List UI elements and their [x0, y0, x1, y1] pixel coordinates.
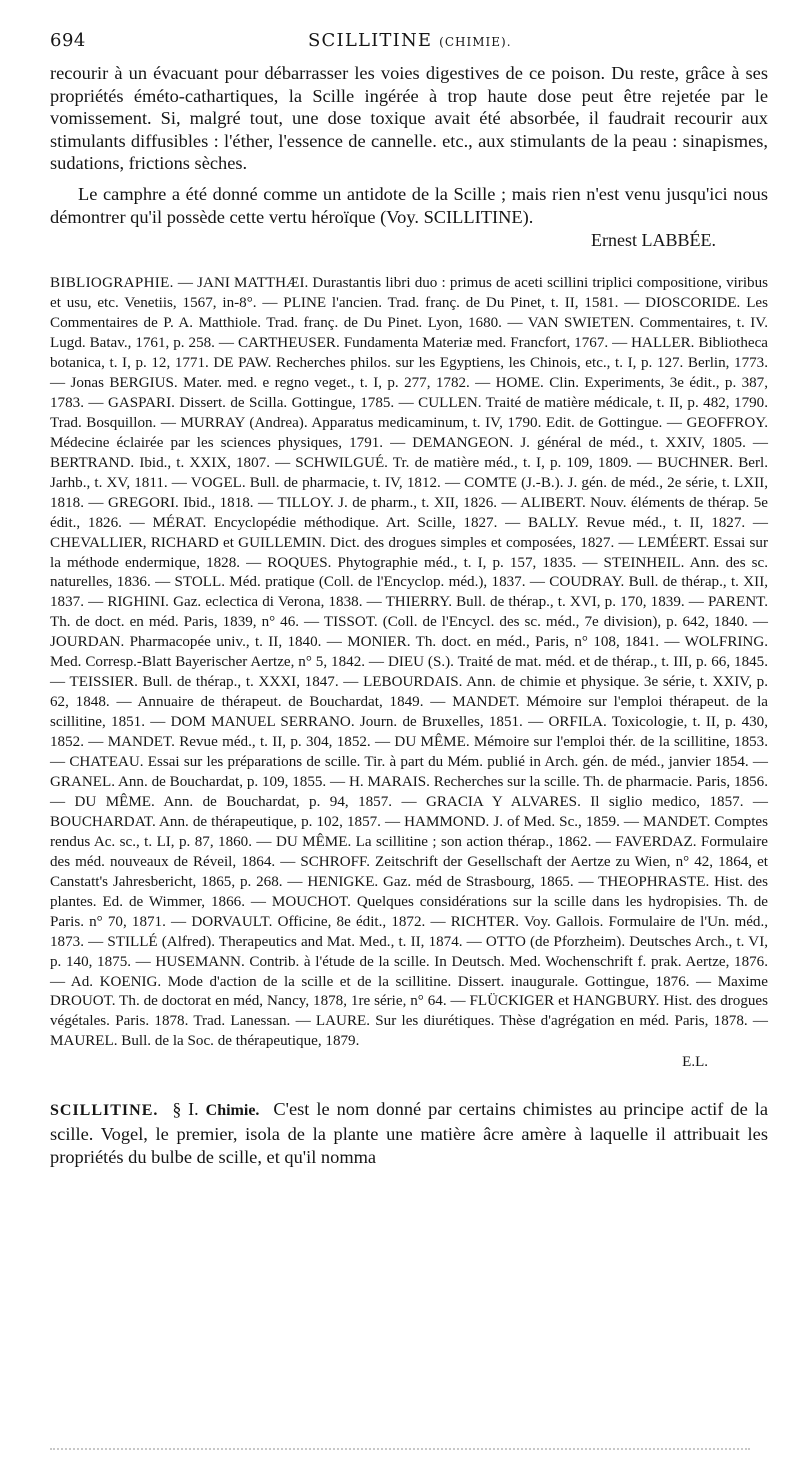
author-signature: Ernest LABBÉE. — [591, 230, 716, 251]
bibliography-label: BIBLIOGRAPHIE. — [50, 275, 174, 292]
bibliography — [50, 274, 768, 1052]
running-head-title: SCILLITINE — [308, 30, 433, 51]
footer-rule — [50, 1448, 750, 1450]
article-text: C'est le nom donné par certains chimistes au principe actif de la scille. Vogel, le premier, isola de la plante une matière âcre amère à laquelle il attribuait les propriétés du bulbe de scille, et qu'il nomma — [50, 1099, 768, 1167]
bibliography-signature: E.L. — [682, 1054, 708, 1071]
article-sub-head: Chimie. — [205, 1102, 260, 1120]
page-number: 694 — [50, 30, 86, 51]
section-mark: § I. — [172, 1099, 199, 1120]
running-head-subtitle: (CHIMIE). — [439, 35, 512, 49]
paragraph-antidote: Le camphre a été donné comme un antidote de la Scille ; mais rien n'est venu jusqu'ici nous démontrer qu'il possède cette vertu héroïque (Voy. SCILLITINE). — [50, 183, 768, 227]
article-scillitine — [50, 1098, 768, 1168]
page-header — [50, 26, 768, 62]
paragraph-continuation: recourir à un évacuant pour débarrasser les voies digestives de ce poison. Du reste, grâce à ses propriétés éméto-cathartiques, la Scille ingérée à trop haute dose peut être rejetée par le vomissement. Si, malgré tout, une dose toxique avait été absorbée, il faudrait recourir aux stimulants diffusibles : l'éther, l'essence de cannelle. etc., aux stimulants de la peau : sinapismes, sudations, frictions sèches. — [50, 63, 768, 174]
bibliography-text: — JANI MATTHÆI. Durastantis libri duo : primus de aceti scillini triplici compositione, viribus et usu, etc. Venetiis, 1567, in-8°. — PLINE l'ancien. Trad. franç. de Du Pinet, t. II, 1581. — DIOSCORIDE. Les Commentaires de P. A. Matthiole. Trad. franç. de Du Pinet. Lyon, 1680. — VAN SWIETEN. Commentaires, t. IV. Lugd. Batav., 1761, p. 258. — CARTHEUSER. Fundamenta Materiæ med. Francfort, 1767. — HALLER. Bibliotheca botanica, t. I, p. 12, 1771. DE PAW. Recherches philos. sur les Egyptiens, les Chinois, etc., t. I, p. 127. Berlin, 1773. — Jonas BERGIUS. Mater. med. e regno veget., t. I, p. 277, 1782. — HOME. Clin. Experiments, 3e édit., p. 387, 1783. — GASPARI. Dissert. de Scilla. Gottingue, 1785. — CULLEN. Traité de matière médicale, t. II, p. 482, 1790. Trad. Bosquillon. — MURRAY (Andrea). Apparatus medicaminum, t. IV, 1790. Edit. de Gottingue. — GEOFFROY. Médecine éclairée par les sciences physiques, 1791. — DEMANGEON. J. général de méd., t. XXIV, 1805. — BERTRAND. Ibid., t. XXIX, 1807. — SCHWILGUÉ. Tr. de matière méd., t. I, p. 109, 1809. — BUCHNER. Berl. Jarhb., t. XV, 1811. — VOGEL. Bull. de pharmacie, t. IV, 1812. — COMTE (J.-B.). J. gén. de méd., 2e série, t. LXII, 1818. — GREGORI. Ibid., 1818. — TILLOY. J. de pharm., t. XII, 1826. — ALIBERT. Nouv. éléments de thérap. 5e édit., 1826. — MÉRAT. Encyclopédie méthodique. Art. Scille, 1827. — BALLY. Revue méd., t. II, 1827. — CHEVALLIER, RICHARD et GUILLEMIN. Dict. des drogues simples et composées, 1827. — LEMÉERT. Essai sur la méthode endermique, 1828. — ROQUES. Phytographie méd., t. I, p. 157, 1835. — STEINHEIL. Ann. des sc. naturelles, 1836. — STOLL. Méd. pratique (Coll. de l'Encyclop. méd.), 1837. — COUDRAY. Bull. de thérap., t. XII, 1837. — RIGHINI. Gaz. eclectica di Verona, 1838. — THIERRY. Bull. de thérap., t. XVI, p. 170, 1839. — PARENT. Th. de doct. en méd. Paris, 1839, n° 46. — TISSOT. (Coll. de l'Encycl. des sc. méd., 7e division), p. 642, 1840. — JOURDAN. Pharmacopée univ., t. II, 1840. — MONIER. Th. doct. en méd., Paris, n° 108, 1841. — WOLFRING. Med. Corresp.-Blatt Bayerischer Aertze, n° 5, 1842. — DIEU (S.). Traité de mat. méd. et de thérap., t. III, p. 66, 1845. — TEISSIER. Bull. de thérap., t. XXXI, 1847. — LEBOURDAIS. Ann. de chimie et physique. 3e série, t. XXIV, p. 62, 1848. — Annuaire de thérapeut. de Bouchardat, 1849. — MANDET. Mémoire sur l'emploi thérapeut. de la scillitine, 1851. — DOM MANUEL SERRANO. Journ. de Bruxelles, 1851. — ORFILA. Toxicologie, t. II, p. 430, 1852. — MANDET. Revue méd., t. II, p. 304, 1852. — DU MÊME. Mémoire sur l'emploi thér. de la scillitine, 1853. — CHATEAU. Essai sur les préparations de scille. Tir. à part du Mém. publié in Arch. gén. de méd., janvier 1854. — GRANEL. Ann. de Bouchardat, p. 109, 1855. — H. MARAIS. Recherches sur la scille. Th. de pharmacie. Paris, 1856. — DU MÊME. Ann. de Bouchardat, p. 94, 1857. — GRACIA Y ALVARES. Il siglio medico, 1857. — BOUCHARDAT. Ann. de thérapeutique, p. 102, 1857. — HAMMOND. J. of Med. Sc., 1859. — MANDET. Comptes rendus Ac. sc., t. LI, p. 87, 1860. — DU MÊME. La scillitine ; son action thérap., 1862. — FAVERDAZ. Formulaire des méd. nouveaux de Réveil, 1864. — SCHROFF. Zeitschrift der Gesellschaft der Aertze zu Wien, n° 42, 1864, et Canstatt's Jahresbericht, 1865, p. 268. — HENIGKE. Gaz. méd de Strasbourg, 1865. — THEOPHRASTE. Hist. des plantes. Ed. de Wimmer, 1866. — MOUCHOT. Quelques considérations sur la scille dans les hydropisies. Th. de Paris. n° 70, 1871. — DORVAULT. Officine, 8e édit., 1872. — RICHTER. Voy. Gallois. Formulaire de l'Un. méd., 1873. — STILLÉ (Alfred). Therapeutics and Mat. Med., t. II, 1874. — OTTO (de Pforzheim). Deutsches Arch., t. VI, p. 140, 1875. — HUSEMANN. Contrib. à l'étude de la scille. In Deutsch. Med. Wochenschrift f. prak. Aertze, 1876. — Ad. KOENIG. Mode d'action de la scille et de la scillitine. Dissert. inaugurale. Gottingue, 1876. — Maxime DROUOT. Th. de doctorat en méd, Nancy, 1878, 1re série, n° 64. — FLÜCKIGER et HANGBURY. Hist. des drogues végétales. Paris. 1878. Trad. Lanessan. — LAURE. Sur les diurétiques. Thèse d'agrégation en méd. Paris, 1878. — MAUREL. Bull. de la Soc. de thérapeutique, 1879. — [50, 275, 768, 1050]
article-head-word: SCILLITINE. — [50, 1102, 159, 1120]
running-head — [308, 30, 512, 51]
